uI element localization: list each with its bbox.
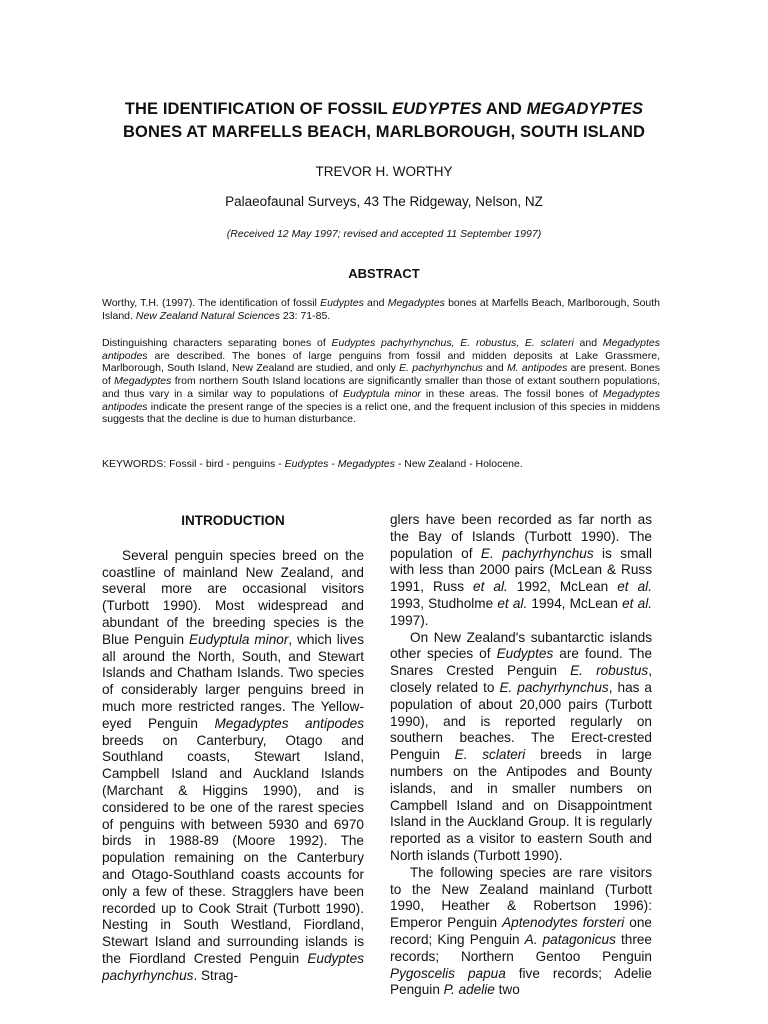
text-run: , which lives all around the North, South, and Stewart Islands and Chatham Islands. Two species of considerably larger penguins breed in much more restricted ranges. The Yellow-eyed Penguin	[102, 631, 365, 731]
italic-run: E. pachyrhynchus	[499, 679, 609, 695]
italic-run: Eudyptes	[320, 297, 364, 309]
text-run: from northern South Island locations are significantly smaller than those of extant southern populations, and thus vary in a similar way to populations of	[102, 375, 661, 400]
italic-run: E. pachyrhynchus	[399, 362, 483, 375]
received-dates: (Received 12 May 1997; revised and accepted 11 September 1997)	[226, 228, 542, 240]
intro-paragraph-1	[102, 548, 364, 985]
italic-run: Megadyptes	[114, 375, 172, 388]
text-run: 23: 71-85.	[280, 309, 331, 322]
author-affiliation: Palaeofaunal Surveys, 43 The Ridgeway, Nelson, NZ	[225, 194, 543, 209]
text-run: indicate the present range of the species is a relict one, and the frequent inclusion of this species in middens suggests that the decline is due to human disturbance.	[102, 400, 660, 426]
italic-run: Megadyptes	[387, 297, 445, 309]
text-run: KEYWORDS: Fossil - bird - penguins -	[102, 458, 285, 470]
text-run: , closely related to	[390, 663, 652, 695]
italic-run: E. robustus	[570, 663, 649, 679]
italic-run: Megadyptes antipodes	[214, 715, 365, 731]
text-run: 1993, Studholme	[390, 595, 498, 611]
title-text: THE IDENTIFICATION OF FOSSIL	[124, 100, 393, 118]
text-run: Several penguin species breed on the coastline of mainland New Zealand, and several more are occasional visitors (Turbott 1990). Most widespread and abundant of the breeding species is the Blue Penguin	[102, 547, 364, 647]
italic-run: P. adelie	[443, 982, 495, 998]
text-run: . Strag-	[193, 967, 239, 983]
title-line-2: BONES AT MARFELLS BEACH, MARLBOROUGH, SOUTH ISLAND	[123, 123, 645, 141]
italic-run: Megadyptes antipodes	[102, 337, 660, 362]
text-run: are found. The Snares Crested Penguin	[390, 646, 653, 679]
italic-run: et al.	[473, 579, 508, 595]
intro-paragraph-3	[390, 865, 652, 999]
author-name: TREVOR H. WORTHY	[315, 164, 453, 179]
text-run: three records; Northern Gentoo Penguin	[390, 931, 652, 964]
text-run: 1997).	[390, 612, 429, 628]
text-run: are present. Bones of	[102, 362, 661, 388]
text-run: one record; King Penguin	[390, 915, 652, 947]
text-run: in these areas. The fossil bones of	[420, 387, 603, 400]
italic-run: Megadyptes antipodes	[102, 387, 660, 413]
text-run: two	[494, 982, 520, 998]
italic-run: et al.	[497, 595, 528, 611]
text-run: is small with less than 2000 pairs (McLean & Russ 1991, Russ	[390, 545, 652, 595]
intro-paragraph-2	[390, 630, 652, 865]
italic-run: Eudyptes pachyrhynchus	[102, 950, 364, 983]
italic-run: E. sclateri	[454, 747, 526, 763]
italic-run: E. pachyrhynchus	[480, 545, 594, 561]
column-left	[102, 512, 364, 985]
text-run: , has a population of about 20,000 pairs (Turbott 1990), and is reported regularly on southern beaches. The Erect-crested Penguin	[390, 679, 652, 763]
text-run: five records; Adelie Penguin	[390, 965, 652, 998]
italic-run: Eudyptula minor	[188, 631, 289, 647]
text-run: and	[573, 337, 603, 349]
italic-run: Eudyptes	[496, 646, 554, 662]
text-run: On New Zealand's subantarctic islands other species of	[390, 629, 652, 662]
text-run: and	[482, 362, 507, 375]
text-run: bones at Marfells Beach, Marlborough, South Island.	[102, 297, 661, 322]
text-run: 1992, McLean	[507, 579, 618, 595]
title-text: AND	[481, 100, 527, 118]
text-run: are described. The bones of large penguins from fossil and midden deposits at Lake Grassmere, Marlborough, South Island, New Zealand are studied, and only	[102, 349, 660, 375]
section-heading-introduction: INTRODUCTION	[181, 513, 285, 528]
italic-run: A. patagonicus	[524, 931, 616, 947]
italic-run: Eudyptula minor	[343, 387, 421, 400]
paper-title	[60, 98, 708, 144]
text-run: 1994, McLean	[527, 595, 623, 611]
text-run: glers have been recorded as far north as the Bay of Islands (Turbott 1990). The population of	[390, 512, 652, 561]
text-run: - New Zealand - Holocene.	[394, 458, 523, 470]
abstract-citation	[102, 297, 660, 322]
italic-run: Megadyptes	[337, 458, 395, 470]
keywords	[102, 458, 660, 471]
text-run: breeds in large numbers on the Antipodes and Bounty islands, and in smaller numbers on Campbell Island and on Disappointment Island in the Auckland Group. It is regularly reported as a visitor to eastern South and North islands (Turbott 1990).	[390, 747, 652, 863]
italic-run: et al.	[622, 595, 652, 611]
abstract-heading: ABSTRACT	[348, 266, 420, 281]
italic-run: Aptenodytes forsteri	[502, 915, 625, 931]
title-genus-megadyptes: MEGADYPTES	[526, 100, 644, 118]
text-run: Distinguishing characters separating bones of	[102, 337, 332, 349]
text-run: -	[328, 458, 338, 470]
text-run: The following species are rare visitors to the New Zealand mainland (Turbott 1990, Heather & Robertson 1996): Emperor Penguin	[390, 864, 652, 931]
italic-run: Eudyptes	[284, 458, 329, 470]
text-run: and	[363, 297, 388, 309]
abstract-body	[102, 337, 660, 426]
italic-run: Pygoscelis papua	[390, 965, 506, 981]
column-right	[390, 512, 652, 999]
title-genus-eudyptes: EUDYPTES	[392, 100, 482, 118]
italic-run: Eudyptes pachyrhynchus, E. robustus, E. sclateri	[331, 337, 574, 349]
journal-name: New Zealand Natural Sciences	[135, 309, 281, 322]
text-run: Worthy, T.H. (1997). The identification of fossil	[102, 297, 321, 309]
italic-run: M. antipodes	[506, 362, 568, 375]
text-run: breeds on Canterbury, Otago and Southland coasts, Stewart Island, Campbell Island and Auckland Islands (Marchant & Higgins 1990), and is considered to be one of the rarest species of penguins with between 5930 and 6970 birds in 1988-89 (Moore 1992). The population remaining on the Canterbury and Otago-Southland coasts accounts for only a few of these. Stragglers have been recorded up to Cook Strait (Turbott 1990). Nesting in South Westland, Fiordland, Stewart Island and surrounding islands is the Fiordland Crested Penguin	[102, 732, 364, 966]
italic-run: et al.	[617, 579, 652, 595]
intro-paragraph-1-continued	[390, 512, 652, 630]
